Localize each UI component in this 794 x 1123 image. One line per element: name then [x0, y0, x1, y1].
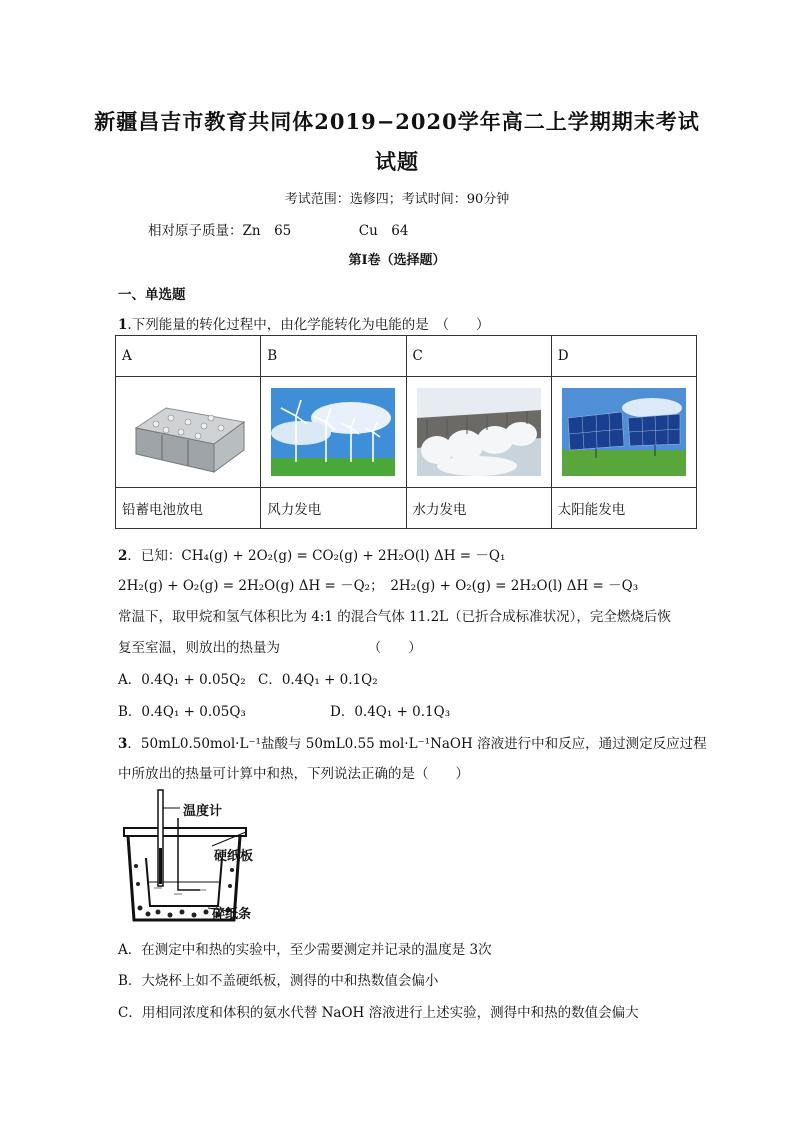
q2-option-c: C．0.4Q₁ + 0.1Q₂ [258, 672, 378, 688]
q3-line2: 中所放出的热量可计算中和热，下列说法正确的是（ ） [118, 766, 469, 782]
q1-option-label: 铅蓄电池放电 [116, 488, 261, 529]
q1-text: .下列能量的转化过程中，由化学能转化为电能的是 （ ） [127, 317, 490, 333]
atomic-mass-info: 相对原子质量：Zn 65 Cu 64 [148, 223, 409, 239]
exam-info: 考试范围：选修四；考试时间：90分钟 [284, 192, 510, 207]
q3-option-b: B．大烧杯上如不盖硬纸板，测得的中和热数值会偏小 [118, 973, 439, 989]
q1-stem [118, 313, 489, 333]
document-title-line2: 试题 [375, 149, 419, 174]
q2-line4: 复至室温，则放出的热量为 （ ） [118, 640, 422, 656]
wind-turbine-image [271, 388, 395, 476]
solar-panel-image [562, 388, 686, 476]
q2-equation-1: CH₄(g) + 2O₂(g) = CO₂(g) + 2H₂O(l) ΔH = －Q₁ [181, 548, 506, 564]
q2-option-d: D．0.4Q₁ + 0.1Q₃ [330, 704, 451, 720]
q1-options-table [115, 335, 697, 529]
q3-text-1: ．50mL0.50mol·L⁻¹盐酸与 50mL0.55 mol·L⁻¹NaOH 溶液进行中和反应，通过测定反应过程 [127, 736, 707, 752]
q2-option-a: A．0.4Q₁ + 0.05Q₂ [118, 672, 246, 688]
section-heading: 一、单选题 [118, 287, 186, 303]
q1-number: 1 [118, 317, 128, 333]
q1-option-label: 太阳能发电 [551, 488, 696, 529]
q2-line3: 常温下，取甲烷和氢气体积比为 4:1 的混合气体 11.2L（已折合成标准状况），完全燃烧后恢 [118, 609, 671, 625]
q3-option-c: C．用相同浓度和体积的氨水代替 NaOH 溶液进行上述实验，测得中和热的数值会偏大 [118, 1005, 639, 1021]
battery-image [126, 388, 250, 476]
q1-option-letter: B [261, 336, 406, 377]
q1-option-label: 风力发电 [261, 488, 406, 529]
document-title-line1: 新疆昌吉市教育共同体2019−2020学年高二上学期期末考试 [94, 109, 700, 134]
hydropower-image [417, 388, 541, 476]
q2-prefix: ．已知： [127, 548, 182, 564]
thermometer-label: 温度计 [183, 804, 223, 819]
part-title: 第I卷（选择题） [348, 253, 446, 268]
q2-option-b: B．0.4Q₁ + 0.05Q₃ [118, 704, 246, 720]
paper-scraps-label: 碎纸条 [212, 907, 252, 922]
q1-option-letter: D [551, 336, 696, 377]
q2-number: 2 [118, 548, 128, 564]
q3-line1 [118, 732, 707, 752]
q1-option-label: 水力发电 [406, 488, 551, 529]
q1-option-letter: A [116, 336, 261, 377]
q2-line2: 2H₂(g) + O₂(g) = 2H₂O(g) ΔH = －Q₂； 2H₂(g) + O₂(g) = 2H₂O(l) ΔH = －Q₃ [118, 578, 639, 594]
q3-number: 3 [118, 736, 128, 752]
q3-option-a: A．在测定中和热的实验中，至少需要测定并记录的温度是 3次 [118, 942, 492, 958]
cardboard-label: 硬纸板 [214, 849, 254, 864]
q2-line1 [118, 544, 505, 564]
q1-option-letter: C [406, 336, 551, 377]
